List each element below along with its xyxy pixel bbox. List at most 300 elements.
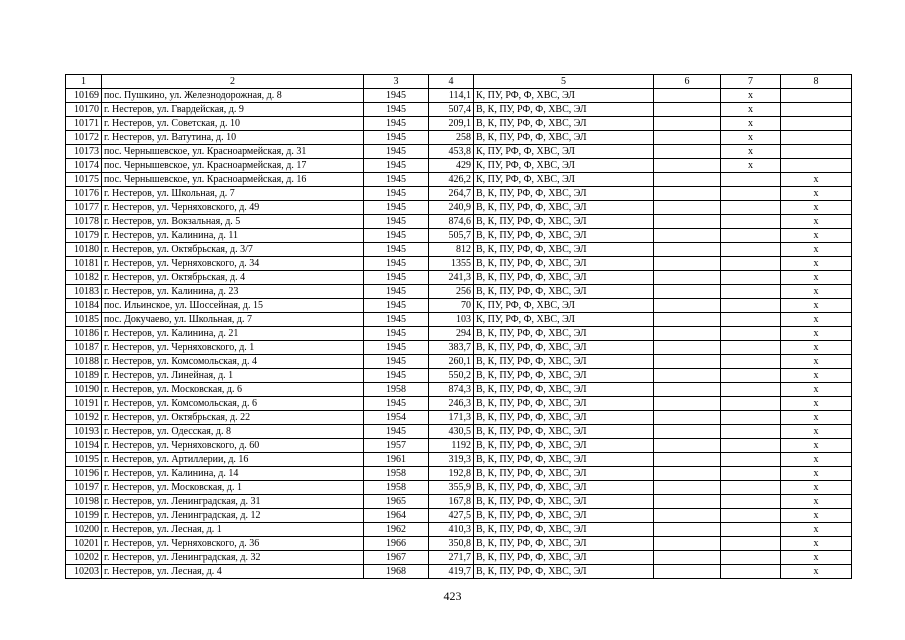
area-cell: 550,2 — [429, 369, 474, 383]
year-cell: 1945 — [364, 117, 429, 131]
col8-mark-cell: х — [781, 285, 852, 299]
col8-mark-cell — [781, 131, 852, 145]
area-cell: 874,6 — [429, 215, 474, 229]
col6-cell — [654, 229, 721, 243]
table-row — [66, 509, 852, 523]
year-cell: 1945 — [364, 159, 429, 173]
area-cell: 240,9 — [429, 201, 474, 215]
table-row — [66, 285, 852, 299]
row-number: 10180 — [66, 243, 102, 257]
equipment-cell: В, К, ПУ, РФ, Ф, ХВС, ЭЛ — [474, 103, 654, 117]
area-cell: 192,8 — [429, 467, 474, 481]
year-cell: 1945 — [364, 285, 429, 299]
table-row — [66, 383, 852, 397]
equipment-cell: В, К, ПУ, РФ, Ф, ХВС, ЭЛ — [474, 397, 654, 411]
year-cell: 1954 — [364, 411, 429, 425]
year-cell: 1945 — [364, 131, 429, 145]
address-cell: г. Нестеров, ул. Калинина, д. 14 — [102, 467, 364, 481]
address-cell: пос. Пушкино, ул. Железнодорожная, д. 8 — [102, 89, 364, 103]
table-row — [66, 299, 852, 313]
area-cell: 264,7 — [429, 187, 474, 201]
area-cell: 426,2 — [429, 173, 474, 187]
col8-mark-cell: х — [781, 173, 852, 187]
year-cell: 1945 — [364, 187, 429, 201]
area-cell: 114,1 — [429, 89, 474, 103]
equipment-cell: В, К, ПУ, РФ, Ф, ХВС, ЭЛ — [474, 551, 654, 565]
col6-cell — [654, 117, 721, 131]
address-cell: г. Нестеров, ул. Гвардейская, д. 9 — [102, 103, 364, 117]
col7-mark-cell — [721, 327, 781, 341]
col6-cell — [654, 355, 721, 369]
col7-mark-cell: х — [721, 103, 781, 117]
address-cell: г. Нестеров, ул. Черняховского, д. 1 — [102, 341, 364, 355]
address-cell: г. Нестеров, ул. Черняховского, д. 36 — [102, 537, 364, 551]
col8-mark-cell: х — [781, 313, 852, 327]
equipment-cell: В, К, ПУ, РФ, Ф, ХВС, ЭЛ — [474, 201, 654, 215]
year-cell: 1945 — [364, 103, 429, 117]
equipment-cell: В, К, ПУ, РФ, Ф, ХВС, ЭЛ — [474, 243, 654, 257]
equipment-cell: В, К, ПУ, РФ, Ф, ХВС, ЭЛ — [474, 229, 654, 243]
area-cell: 246,3 — [429, 397, 474, 411]
year-cell: 1958 — [364, 383, 429, 397]
address-cell: г. Нестеров, ул. Ватутина, д. 10 — [102, 131, 364, 145]
col8-mark-cell: х — [781, 271, 852, 285]
address-cell: г. Нестеров, ул. Линейная, д. 1 — [102, 369, 364, 383]
equipment-cell: В, К, ПУ, РФ, Ф, ХВС, ЭЛ — [474, 187, 654, 201]
col6-cell — [654, 243, 721, 257]
equipment-cell: В, К, ПУ, РФ, Ф, ХВС, ЭЛ — [474, 523, 654, 537]
col6-cell — [654, 327, 721, 341]
equipment-cell: К, ПУ, РФ, Ф, ХВС, ЭЛ — [474, 145, 654, 159]
area-cell: 271,7 — [429, 551, 474, 565]
area-cell: 812 — [429, 243, 474, 257]
row-number: 10195 — [66, 453, 102, 467]
col6-cell — [654, 313, 721, 327]
col7-mark-cell — [721, 285, 781, 299]
area-cell: 505,7 — [429, 229, 474, 243]
address-cell: г. Нестеров, ул. Советская, д. 10 — [102, 117, 364, 131]
row-number: 10186 — [66, 327, 102, 341]
col7-mark-cell — [721, 257, 781, 271]
col8-mark-cell: х — [781, 187, 852, 201]
col6-cell — [654, 551, 721, 565]
equipment-cell: В, К, ПУ, РФ, Ф, ХВС, ЭЛ — [474, 257, 654, 271]
page-number: 423 — [443, 589, 462, 603]
row-number: 10188 — [66, 355, 102, 369]
year-cell: 1945 — [364, 271, 429, 285]
col6-cell — [654, 411, 721, 425]
equipment-cell: К, ПУ, РФ, Ф, ХВС, ЭЛ — [474, 299, 654, 313]
row-number: 10173 — [66, 145, 102, 159]
area-cell: 1192 — [429, 439, 474, 453]
table-row — [66, 397, 852, 411]
row-number: 10184 — [66, 299, 102, 313]
col6-cell — [654, 439, 721, 453]
equipment-cell: В, К, ПУ, РФ, Ф, ХВС, ЭЛ — [474, 509, 654, 523]
year-cell: 1945 — [364, 89, 429, 103]
col8-mark-cell: х — [781, 243, 852, 257]
col8-mark-cell: х — [781, 215, 852, 229]
col8-mark-cell: х — [781, 355, 852, 369]
table-row — [66, 173, 852, 187]
equipment-cell: К, ПУ, РФ, Ф, ХВС, ЭЛ — [474, 313, 654, 327]
row-number: 10191 — [66, 397, 102, 411]
year-cell: 1945 — [364, 327, 429, 341]
area-cell: 430,5 — [429, 425, 474, 439]
row-number: 10171 — [66, 117, 102, 131]
col6-cell — [654, 341, 721, 355]
table-row — [66, 495, 852, 509]
col7-mark-cell — [721, 271, 781, 285]
year-cell: 1967 — [364, 551, 429, 565]
equipment-cell: В, К, ПУ, РФ, Ф, ХВС, ЭЛ — [474, 131, 654, 145]
row-number: 10181 — [66, 257, 102, 271]
col8-mark-cell: х — [781, 397, 852, 411]
col8-mark-cell: х — [781, 439, 852, 453]
table-row — [66, 481, 852, 495]
address-cell: г. Нестеров, ул. Октябрьская, д. 22 — [102, 411, 364, 425]
area-cell: 1355 — [429, 257, 474, 271]
col6-cell — [654, 89, 721, 103]
col8-mark-cell: х — [781, 453, 852, 467]
row-number: 10193 — [66, 425, 102, 439]
col6-cell — [654, 257, 721, 271]
row-number: 10179 — [66, 229, 102, 243]
equipment-cell: В, К, ПУ, РФ, Ф, ХВС, ЭЛ — [474, 495, 654, 509]
equipment-cell: В, К, ПУ, РФ, Ф, ХВС, ЭЛ — [474, 425, 654, 439]
year-cell: 1958 — [364, 467, 429, 481]
row-number: 10199 — [66, 509, 102, 523]
table-row — [66, 201, 852, 215]
col6-cell — [654, 285, 721, 299]
col8-mark-cell — [781, 89, 852, 103]
address-cell: пос. Докучаево, ул. Школьная, д. 7 — [102, 313, 364, 327]
row-number: 10197 — [66, 481, 102, 495]
address-cell: г. Нестеров, ул. Лесная, д. 4 — [102, 565, 364, 579]
equipment-cell: В, К, ПУ, РФ, Ф, ХВС, ЭЛ — [474, 355, 654, 369]
col8-mark-cell: х — [781, 523, 852, 537]
address-cell: г. Нестеров, ул. Школьная, д. 7 — [102, 187, 364, 201]
col6-cell — [654, 201, 721, 215]
equipment-cell: В, К, ПУ, РФ, Ф, ХВС, ЭЛ — [474, 327, 654, 341]
equipment-cell: К, ПУ, РФ, Ф, ХВС, ЭЛ — [474, 159, 654, 173]
table-row — [66, 467, 852, 481]
equipment-cell: В, К, ПУ, РФ, Ф, ХВС, ЭЛ — [474, 565, 654, 579]
col7-mark-cell — [721, 439, 781, 453]
col7-mark-cell: х — [721, 89, 781, 103]
address-cell: г. Нестеров, ул. Ленинградская, д. 31 — [102, 495, 364, 509]
row-number: 10172 — [66, 131, 102, 145]
row-number: 10185 — [66, 313, 102, 327]
table-row — [66, 103, 852, 117]
area-cell: 70 — [429, 299, 474, 313]
col6-cell — [654, 397, 721, 411]
col6-cell — [654, 369, 721, 383]
col8-mark-cell: х — [781, 509, 852, 523]
equipment-cell: В, К, ПУ, РФ, Ф, ХВС, ЭЛ — [474, 467, 654, 481]
header-col-8: 8 — [781, 75, 852, 89]
table-row — [66, 439, 852, 453]
col6-cell — [654, 173, 721, 187]
col8-mark-cell: х — [781, 257, 852, 271]
table-row — [66, 145, 852, 159]
area-cell: 103 — [429, 313, 474, 327]
equipment-cell: В, К, ПУ, РФ, Ф, ХВС, ЭЛ — [474, 369, 654, 383]
year-cell: 1945 — [364, 229, 429, 243]
table-row — [66, 215, 852, 229]
area-cell: 260,1 — [429, 355, 474, 369]
address-cell: г. Нестеров, ул. Черняховского, д. 49 — [102, 201, 364, 215]
table-row — [66, 327, 852, 341]
equipment-cell: В, К, ПУ, РФ, Ф, ХВС, ЭЛ — [474, 453, 654, 467]
table-row — [66, 411, 852, 425]
col7-mark-cell — [721, 565, 781, 579]
row-number: 10187 — [66, 341, 102, 355]
col7-mark-cell — [721, 201, 781, 215]
address-cell: г. Нестеров, ул. Ленинградская, д. 32 — [102, 551, 364, 565]
year-cell: 1945 — [364, 397, 429, 411]
header-col-6: 6 — [654, 75, 721, 89]
address-cell: г. Нестеров, ул. Калинина, д. 23 — [102, 285, 364, 299]
equipment-cell: В, К, ПУ, РФ, Ф, ХВС, ЭЛ — [474, 411, 654, 425]
table-row — [66, 117, 852, 131]
header-col-4: 4 — [429, 75, 474, 89]
header-col-3: 3 — [364, 75, 429, 89]
row-number: 10196 — [66, 467, 102, 481]
address-cell: г. Нестеров, ул. Комсомольская, д. 6 — [102, 397, 364, 411]
area-cell: 507,4 — [429, 103, 474, 117]
col7-mark-cell — [721, 355, 781, 369]
col6-cell — [654, 495, 721, 509]
table-row — [66, 565, 852, 579]
address-cell: г. Нестеров, ул. Комсомольская, д. 4 — [102, 355, 364, 369]
header-col-2: 2 — [102, 75, 364, 89]
equipment-cell: К, ПУ, РФ, Ф, ХВС, ЭЛ — [474, 173, 654, 187]
col7-mark-cell — [721, 411, 781, 425]
year-cell: 1945 — [364, 313, 429, 327]
col6-cell — [654, 215, 721, 229]
equipment-cell: В, К, ПУ, РФ, Ф, ХВС, ЭЛ — [474, 271, 654, 285]
col7-mark-cell — [721, 243, 781, 257]
year-cell: 1966 — [364, 537, 429, 551]
col8-mark-cell: х — [781, 411, 852, 425]
address-cell: пос. Чернышевское, ул. Красноармейская, д. 31 — [102, 145, 364, 159]
year-cell: 1945 — [364, 215, 429, 229]
col7-mark-cell — [721, 313, 781, 327]
col7-mark-cell — [721, 495, 781, 509]
col8-mark-cell — [781, 117, 852, 131]
address-cell: г. Нестеров, ул. Калинина, д. 21 — [102, 327, 364, 341]
equipment-cell: В, К, ПУ, РФ, Ф, ХВС, ЭЛ — [474, 481, 654, 495]
area-cell: 453,8 — [429, 145, 474, 159]
table-row — [66, 229, 852, 243]
row-number: 10175 — [66, 173, 102, 187]
equipment-cell: В, К, ПУ, РФ, Ф, ХВС, ЭЛ — [474, 383, 654, 397]
row-number: 10202 — [66, 551, 102, 565]
year-cell: 1968 — [364, 565, 429, 579]
year-cell: 1945 — [364, 201, 429, 215]
col6-cell — [654, 103, 721, 117]
equipment-cell: В, К, ПУ, РФ, Ф, ХВС, ЭЛ — [474, 285, 654, 299]
table-row — [66, 355, 852, 369]
address-cell: пос. Чернышевское, ул. Красноармейская, д. 16 — [102, 173, 364, 187]
address-cell: г. Нестеров, ул. Артиллерии, д. 16 — [102, 453, 364, 467]
address-cell: г. Нестеров, ул. Калинина, д. 11 — [102, 229, 364, 243]
year-cell: 1961 — [364, 453, 429, 467]
equipment-cell: В, К, ПУ, РФ, Ф, ХВС, ЭЛ — [474, 439, 654, 453]
row-number: 10194 — [66, 439, 102, 453]
area-cell: 241,3 — [429, 271, 474, 285]
table-row — [66, 131, 852, 145]
col7-mark-cell — [721, 187, 781, 201]
row-number: 10178 — [66, 215, 102, 229]
area-cell: 427,5 — [429, 509, 474, 523]
col7-mark-cell — [721, 173, 781, 187]
year-cell: 1945 — [364, 145, 429, 159]
row-number: 10177 — [66, 201, 102, 215]
year-cell: 1945 — [364, 425, 429, 439]
year-cell: 1958 — [364, 481, 429, 495]
col7-mark-cell — [721, 215, 781, 229]
row-number: 10189 — [66, 369, 102, 383]
col6-cell — [654, 565, 721, 579]
col6-cell — [654, 509, 721, 523]
row-number: 10200 — [66, 523, 102, 537]
area-cell: 874,3 — [429, 383, 474, 397]
equipment-cell: К, ПУ, РФ, Ф, ХВС, ЭЛ — [474, 89, 654, 103]
address-cell: г. Нестеров, ул. Одесская, д. 8 — [102, 425, 364, 439]
col8-mark-cell: х — [781, 383, 852, 397]
col6-cell — [654, 453, 721, 467]
year-cell: 1945 — [364, 369, 429, 383]
address-cell: пос. Ильинское, ул. Шоссейная, д. 15 — [102, 299, 364, 313]
year-cell: 1964 — [364, 509, 429, 523]
col6-cell — [654, 187, 721, 201]
table-row — [66, 425, 852, 439]
col8-mark-cell: х — [781, 369, 852, 383]
table-row — [66, 89, 852, 103]
col7-mark-cell — [721, 425, 781, 439]
table-row — [66, 369, 852, 383]
col6-cell — [654, 481, 721, 495]
col8-mark-cell: х — [781, 495, 852, 509]
col6-cell — [654, 159, 721, 173]
row-number: 10192 — [66, 411, 102, 425]
year-cell: 1962 — [364, 523, 429, 537]
col8-mark-cell: х — [781, 565, 852, 579]
area-cell: 429 — [429, 159, 474, 173]
table-row — [66, 159, 852, 173]
col8-mark-cell — [781, 145, 852, 159]
header-col-1: 1 — [66, 75, 102, 89]
housing-registry-table — [65, 74, 852, 579]
area-cell: 256 — [429, 285, 474, 299]
col6-cell — [654, 299, 721, 313]
col6-cell — [654, 425, 721, 439]
year-cell: 1965 — [364, 495, 429, 509]
area-cell: 355,9 — [429, 481, 474, 495]
table-row — [66, 243, 852, 257]
col7-mark-cell — [721, 537, 781, 551]
col8-mark-cell: х — [781, 341, 852, 355]
address-cell: г. Нестеров, ул. Московская, д. 1 — [102, 481, 364, 495]
row-number: 10169 — [66, 89, 102, 103]
row-number: 10183 — [66, 285, 102, 299]
table-row — [66, 453, 852, 467]
address-cell: г. Нестеров, ул. Черняховского, д. 34 — [102, 257, 364, 271]
area-cell: 410,3 — [429, 523, 474, 537]
header-col-7: 7 — [721, 75, 781, 89]
area-cell: 171,3 — [429, 411, 474, 425]
area-cell: 294 — [429, 327, 474, 341]
col8-mark-cell: х — [781, 467, 852, 481]
address-cell: пос. Чернышевское, ул. Красноармейская, д. 17 — [102, 159, 364, 173]
header-row — [66, 75, 852, 89]
col6-cell — [654, 467, 721, 481]
row-number: 10174 — [66, 159, 102, 173]
col7-mark-cell — [721, 523, 781, 537]
table-row — [66, 523, 852, 537]
address-cell: г. Нестеров, ул. Лесная, д. 1 — [102, 523, 364, 537]
equipment-cell: В, К, ПУ, РФ, Ф, ХВС, ЭЛ — [474, 341, 654, 355]
col7-mark-cell: х — [721, 117, 781, 131]
table-row — [66, 537, 852, 551]
table-row — [66, 313, 852, 327]
col7-mark-cell — [721, 453, 781, 467]
equipment-cell: В, К, ПУ, РФ, Ф, ХВС, ЭЛ — [474, 215, 654, 229]
area-cell: 419,7 — [429, 565, 474, 579]
col8-mark-cell: х — [781, 481, 852, 495]
col6-cell — [654, 271, 721, 285]
col8-mark-cell: х — [781, 327, 852, 341]
col8-mark-cell — [781, 103, 852, 117]
col7-mark-cell — [721, 369, 781, 383]
table-row — [66, 341, 852, 355]
col8-mark-cell: х — [781, 551, 852, 565]
row-number: 10190 — [66, 383, 102, 397]
address-cell: г. Нестеров, ул. Черняховского, д. 60 — [102, 439, 364, 453]
address-cell: г. Нестеров, ул. Октябрьская, д. 4 — [102, 271, 364, 285]
col8-mark-cell: х — [781, 537, 852, 551]
col7-mark-cell — [721, 383, 781, 397]
year-cell: 1945 — [364, 299, 429, 313]
equipment-cell: В, К, ПУ, РФ, Ф, ХВС, ЭЛ — [474, 537, 654, 551]
table-row — [66, 257, 852, 271]
area-cell: 258 — [429, 131, 474, 145]
col7-mark-cell: х — [721, 145, 781, 159]
year-cell: 1945 — [364, 341, 429, 355]
address-cell: г. Нестеров, ул. Московская, д. 6 — [102, 383, 364, 397]
row-number: 10176 — [66, 187, 102, 201]
table-row — [66, 271, 852, 285]
col6-cell — [654, 383, 721, 397]
col6-cell — [654, 145, 721, 159]
address-cell: г. Нестеров, ул. Вокзальная, д. 5 — [102, 215, 364, 229]
year-cell: 1945 — [364, 355, 429, 369]
col7-mark-cell — [721, 509, 781, 523]
col7-mark-cell — [721, 341, 781, 355]
col8-mark-cell: х — [781, 425, 852, 439]
col6-cell — [654, 523, 721, 537]
year-cell: 1957 — [364, 439, 429, 453]
address-cell: г. Нестеров, ул. Ленинградская, д. 12 — [102, 509, 364, 523]
col8-mark-cell: х — [781, 201, 852, 215]
row-number: 10201 — [66, 537, 102, 551]
col7-mark-cell — [721, 397, 781, 411]
area-cell: 167,8 — [429, 495, 474, 509]
row-number: 10170 — [66, 103, 102, 117]
header-col-5: 5 — [474, 75, 654, 89]
